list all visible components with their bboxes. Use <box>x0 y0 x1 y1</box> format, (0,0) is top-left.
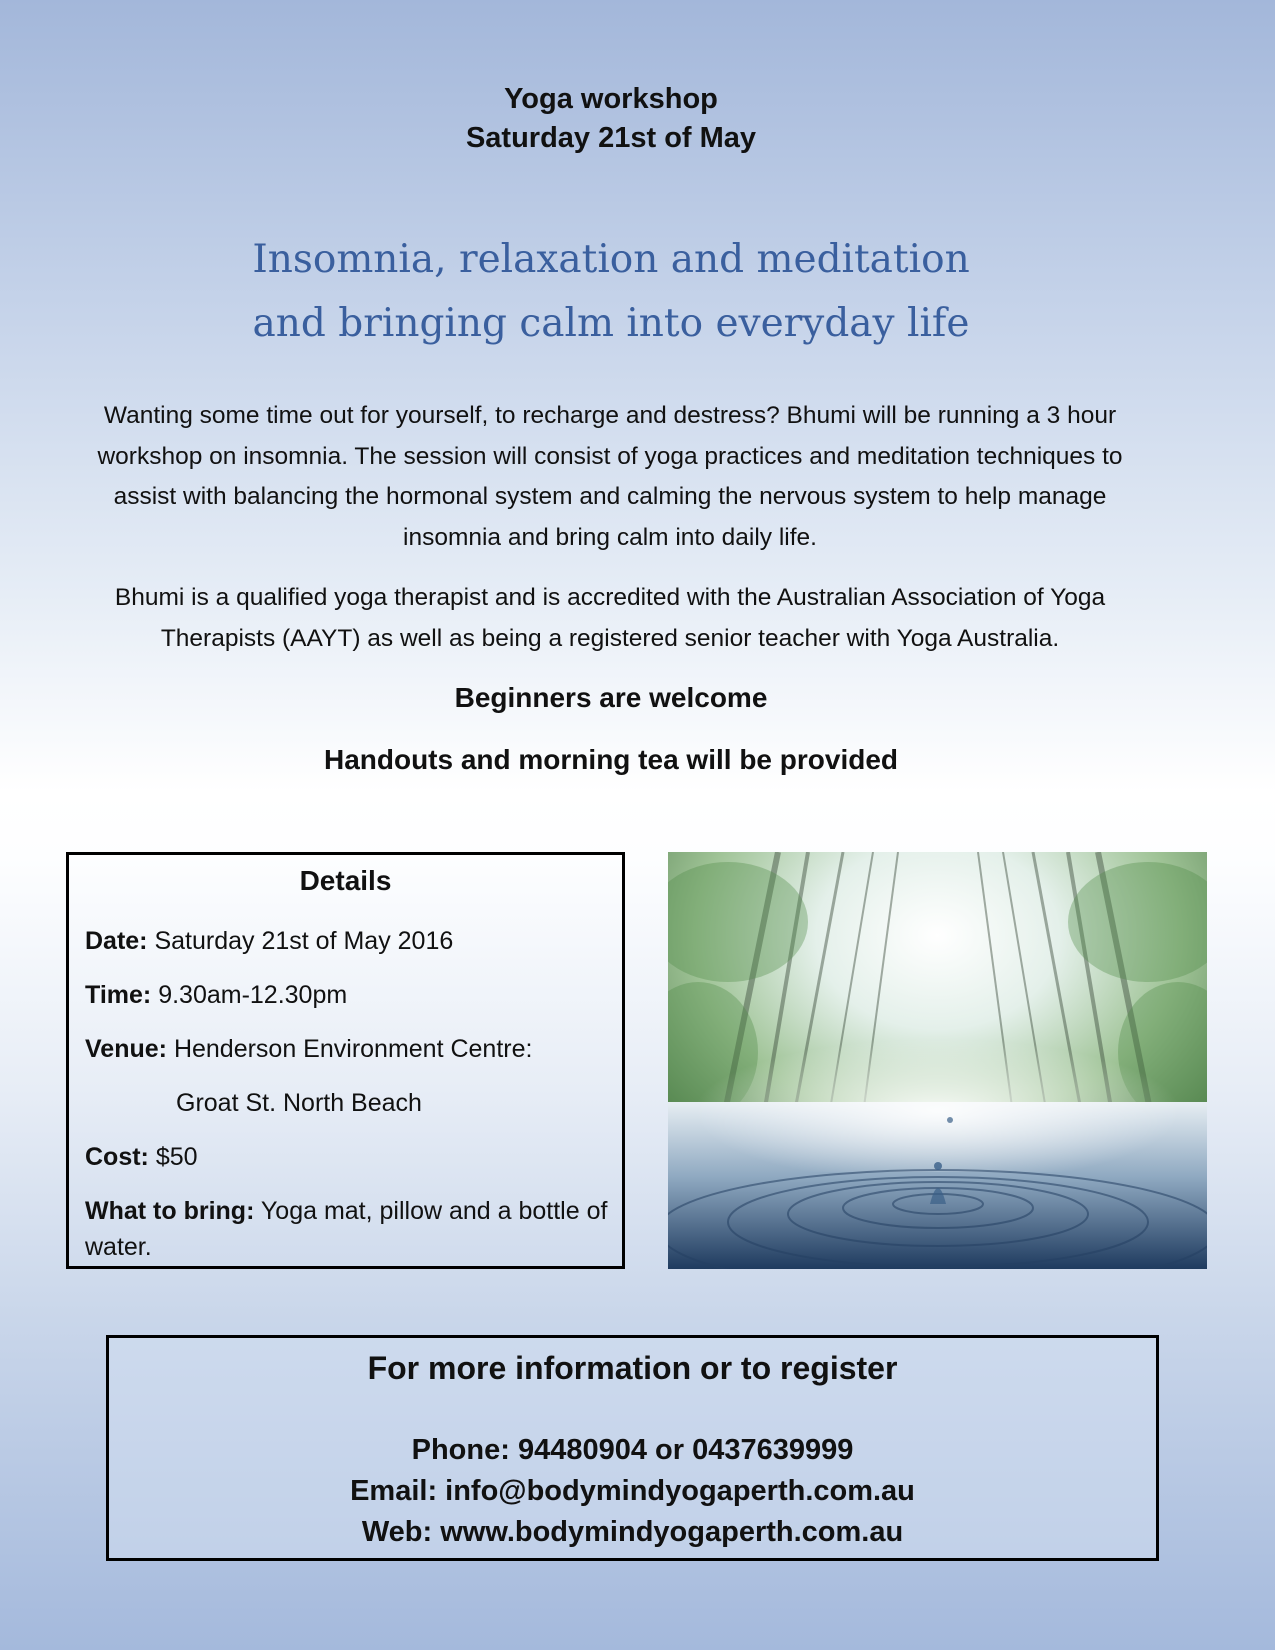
detail-cost <box>85 1139 610 1175</box>
details-title: Details <box>299 865 392 896</box>
subtitle-line-1: Insomnia, relaxation and meditation <box>252 237 970 282</box>
detail-date <box>85 923 610 959</box>
contact-web[interactable]: Web: www.bodymindyogaperth.com.au <box>361 1516 904 1548</box>
detail-date-value: Saturday 21st of May 2016 <box>154 927 454 955</box>
detail-cost-label: Cost: <box>85 1143 149 1171</box>
detail-what-to-bring <box>85 1193 610 1265</box>
detail-venue-value: Henderson Environment Centre: <box>173 1035 533 1063</box>
detail-venue <box>85 1031 610 1067</box>
handouts-provided: Handouts and morning tea will be provided <box>323 744 899 775</box>
detail-bring-value: Yoga mat, pillow and a bottle of water. <box>85 1197 608 1261</box>
detail-time-value: 9.30am-12.30pm <box>158 981 348 1009</box>
contact-email[interactable]: Email: info@bodymindyogaperth.com.au <box>350 1475 915 1507</box>
detail-venue-line2: Groat St. North Beach <box>176 1089 422 1117</box>
contact-phone: Phone: 94480904 or 0437639999 <box>411 1434 854 1466</box>
detail-cost-value: $50 <box>155 1143 198 1171</box>
forest-water-ripple-image <box>668 852 1207 1269</box>
workshop-title: Yoga workshop <box>504 83 718 115</box>
details-box <box>66 852 625 1269</box>
intro-paragraph: Wanting some time out for yourself, to recharge and destress? Bhumi will be running a 3 hour workshop on insomnia. The session will consist of yoga practices and meditation techniques to assist with balancing the hormonal system and calming the nervous system to help manage insomnia and bring calm into daily life. <box>97 402 1123 551</box>
detail-date-label: Date: <box>85 927 148 955</box>
detail-time <box>85 977 610 1013</box>
detail-bring-label: What to bring: <box>85 1197 255 1225</box>
forest-water-ripple-graphic <box>668 852 1207 1269</box>
detail-time-label: Time: <box>85 981 152 1009</box>
detail-venue-label: Venue: <box>85 1035 167 1063</box>
bio-paragraph: Bhumi is a qualified yoga therapist and is accredited with the Australian Association of Yoga Therapists (AAYT) as well as being a registered senior teacher with Yoga Australia. <box>114 584 1106 652</box>
subtitle-line-2: and bringing calm into everyday life <box>252 301 970 346</box>
workshop-date-heading: Saturday 21st of May <box>465 122 757 154</box>
contact-box <box>106 1335 1159 1561</box>
workshop-header <box>0 80 1222 158</box>
contact-title: For more information or to register <box>367 1350 898 1386</box>
workshop-subtitle <box>0 228 1222 356</box>
beginners-welcome: Beginners are welcome <box>454 682 768 713</box>
